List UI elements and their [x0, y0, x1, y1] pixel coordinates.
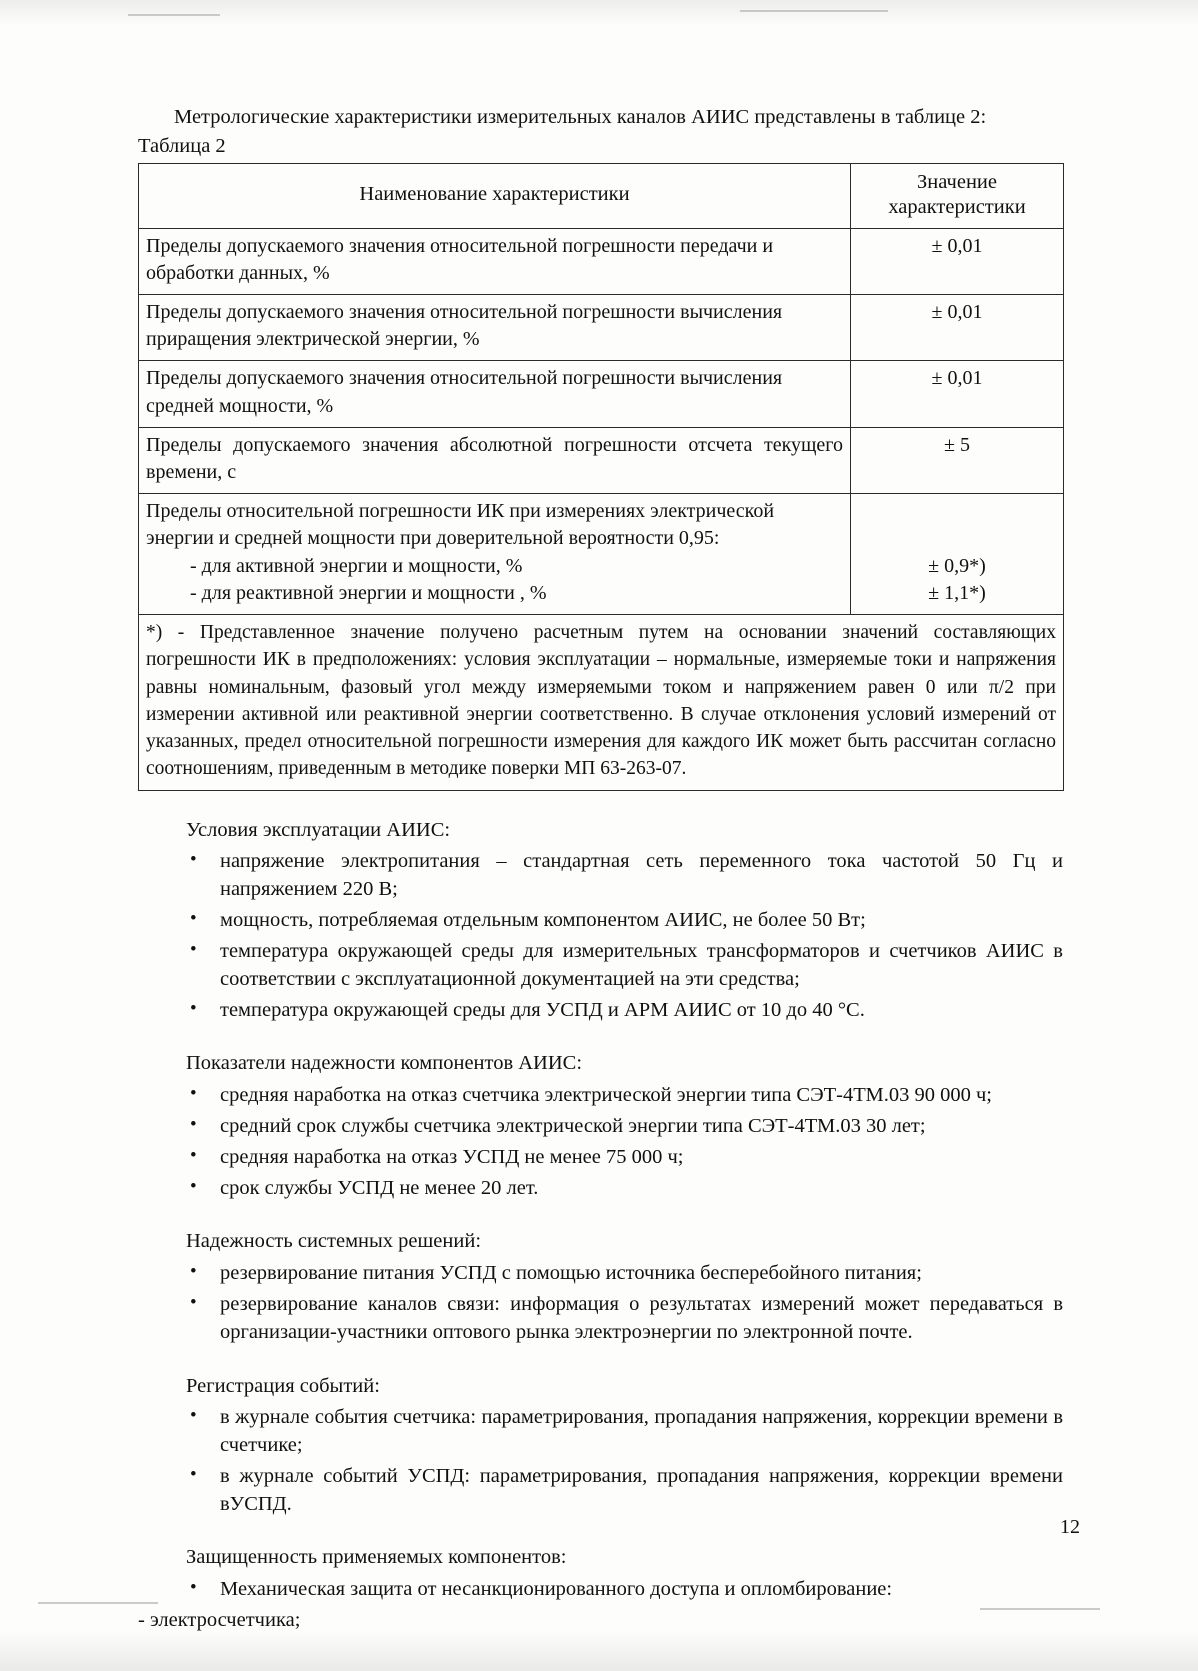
characteristic-subitem-reactive: - для реактивной энергии и мощности , % [190, 581, 547, 604]
list-item: • температура окружающей среды для УСПД и АРМ АИИС от 10 до 40 °С. [138, 997, 1063, 1025]
characteristic-value-group [851, 494, 1064, 615]
characteristic-name: Пределы допускаемого значения относительной погрешности вычисления приращения электрической энергии, % [139, 295, 851, 361]
scan-edge-top [0, 0, 1198, 26]
table-row [139, 295, 1064, 361]
list-item: • средний срок службы счетчика электрической энергии типа СЭТ-4ТМ.03 30 лет; [138, 1113, 1063, 1141]
characteristic-intro: Пределы относительной погрешности ИК при измерениях электрической энергии и средней мощности при доверительной вероятности 0,95: [146, 500, 775, 550]
section-heading: Надежность системных решений: [186, 1230, 482, 1253]
section-reliability-indicators [138, 1050, 1063, 1202]
page-number: 12 [1060, 1516, 1080, 1538]
list-item: • температура окружающей среды для измерительных трансформаторов и счетчиков АИИС в соответствии с эксплуатационной документацией на эти средства; [138, 938, 1063, 994]
section-heading: Регистрация событий: [186, 1374, 380, 1397]
characteristic-subitem-active: - для активной энергии и мощности, % [190, 554, 523, 577]
table-footnote: *) - Представленное значение получено расчетным путем на основании значений составляющих погрешности ИК в предположениях: условия эксплуатации – нормальные, измеряемые токи и напряжения равны номинальным, фазовый угол между измеряемыми током и напряжением равен 0 или π/2 при измерении активной или реактивной энергии соответственно. В случае отклонения условий измерений от указанных, предел относительной погрешности измерения для каждого ИК может быть рассчитан согласно соотношениям, приведенным в методике поверки МП 63-263-07. [139, 614, 1064, 790]
table-row-multiline [139, 494, 1064, 615]
table-row [139, 228, 1064, 294]
table-footnote-row [139, 614, 1064, 790]
section-event-logging [138, 1373, 1063, 1519]
section-list [138, 1260, 1063, 1347]
section-system-reliability [138, 1228, 1063, 1346]
characteristic-value: ± 0,01 [851, 295, 1064, 361]
list-item: • резервирование питания УСПД с помощью источника бесперебойного питания; [138, 1260, 1063, 1288]
column-header-value-line1: Значение [917, 170, 997, 193]
table-row [139, 427, 1064, 493]
section-list [138, 1576, 1063, 1604]
list-item: • резервирование каналов связи: информация о результатах измерений может передаваться в организации-участники оптового рынка электроэнергии по электронной почте. [138, 1291, 1063, 1347]
section-list [138, 848, 1063, 1024]
characteristic-name: Пределы допускаемого значения относительной погрешности вычисления средней мощности, % [139, 361, 851, 427]
section-component-security [138, 1544, 1063, 1634]
table-header-row [139, 163, 1064, 228]
section-heading: Условия эксплуатации АИИС: [186, 818, 451, 841]
list-item: • средняя наработка на отказ счетчика электрической энергии типа СЭТ-4ТМ.03 90 000 ч; [138, 1082, 1063, 1110]
column-header-value-line2: характеристики [888, 195, 1026, 218]
table-caption: Таблица 2 [138, 135, 226, 158]
scan-artifact [740, 10, 888, 12]
scan-artifact [128, 14, 220, 16]
section-list [138, 1082, 1063, 1203]
characteristic-value: ± 0,01 [851, 361, 1064, 427]
list-item: • в журнале событий УСПД: параметрирования, пропадания напряжения, коррекции времени вУСПД. [138, 1463, 1063, 1519]
list-item: • мощность, потребляемая отдельным компонентом АИИС, не более 50 Вт; [138, 907, 1063, 935]
characteristic-value: ± 0,01 [851, 228, 1064, 294]
list-item: • Механическая защита от несанкционированного доступа и опломбирование: [138, 1576, 1063, 1604]
table-row [139, 361, 1064, 427]
list-item: • срок службы УСПД не менее 20 лет. [138, 1175, 1063, 1203]
characteristic-value-reactive: ± 1,1*) [928, 581, 986, 604]
section-heading: Защищенность применяемых компонентов: [186, 1546, 567, 1569]
column-header-name: Наименование характеристики [139, 163, 851, 228]
list-item: • средняя наработка на отказ УСПД не менее 75 000 ч; [138, 1144, 1063, 1172]
characteristic-name: Пределы допускаемого значения абсолютной погрешности отсчета текущего времени, с [139, 427, 851, 493]
characteristic-name-group [139, 494, 851, 615]
section-heading: Показатели надежности компонентов АИИС: [186, 1052, 583, 1075]
intro-paragraph: Метрологические характеристики измерительных каналов АИИС представлены в таблице 2: [174, 106, 987, 128]
characteristic-value: ± 5 [851, 427, 1064, 493]
list-item: • в журнале события счетчика: параметрирования, пропадания напряжения, коррекции времени в счетчике; [138, 1404, 1063, 1460]
scan-edge-bottom [0, 1631, 1198, 1671]
characteristic-value-active: ± 0,9*) [928, 554, 986, 577]
page-content [138, 104, 1063, 1635]
section-list [138, 1404, 1063, 1519]
list-item: • напряжение электропитания – стандартная сеть переменного тока частотой 50 Гц и напряжением 220 В; [138, 848, 1063, 904]
trailing-line: - электросчетчика; [138, 1608, 301, 1631]
characteristic-name: Пределы допускаемого значения относительной погрешности передачи и обработки данных, % [139, 228, 851, 294]
section-operating-conditions [138, 817, 1063, 1025]
metrology-characteristics-table [138, 163, 1064, 791]
column-header-value [851, 163, 1064, 228]
